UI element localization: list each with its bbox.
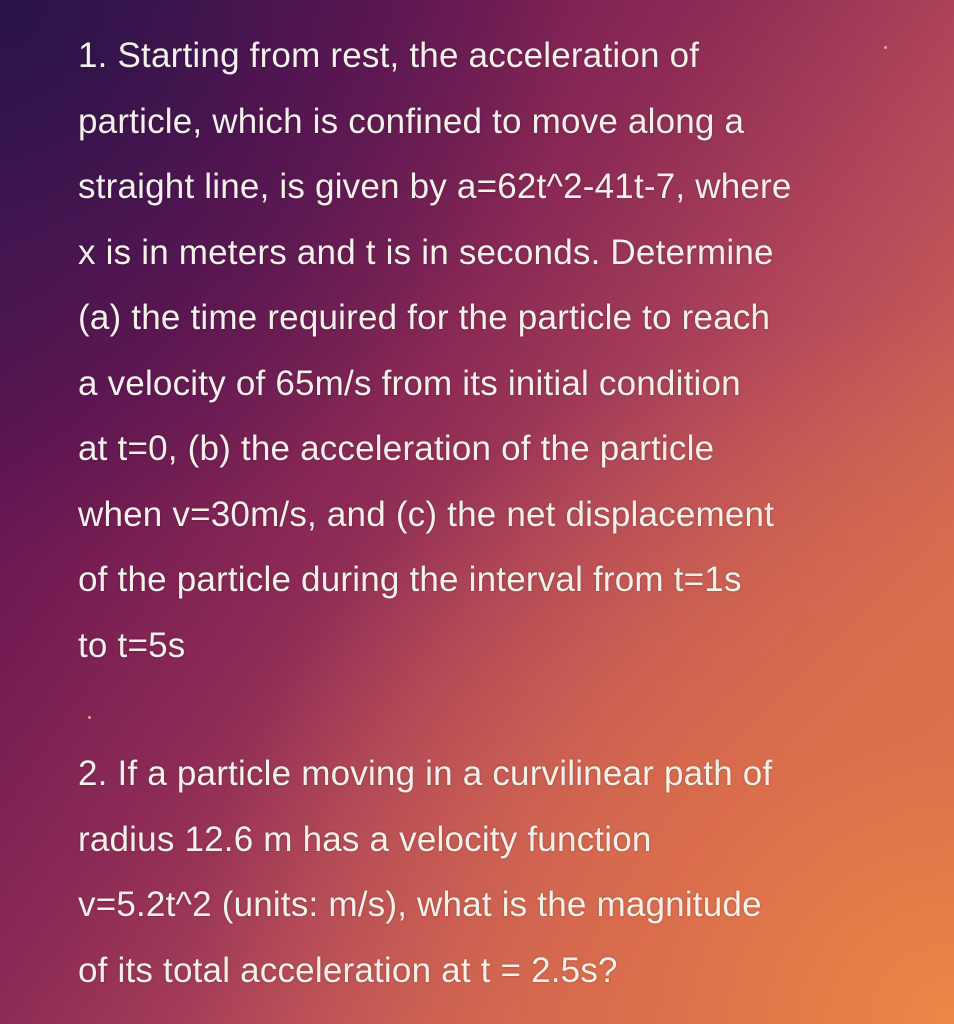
problem-1-line: to t=5s [78, 625, 186, 665]
problem-1-line: of the particle during the interval from t=1s [78, 560, 742, 599]
problem-1-line: when v=30m/s, and (c) the net displacement [78, 494, 775, 534]
problem-2-line: v=5.2t^2 (units: m/s), what is the magnitude [78, 885, 762, 924]
background-speck [88, 716, 91, 719]
problem-1-line: particle, which is confined to move along a [78, 101, 745, 141]
background-speck [884, 46, 887, 49]
problem-2-line: of its total acceleration at t = 2.5s? [78, 950, 618, 990]
problem-1-line: (a) the time required for the particle to reach [78, 298, 771, 337]
problem-2-line: radius 12.6 m has a velocity function [78, 819, 652, 859]
problem-1-line: x is in meters and t is in seconds. Determine [78, 232, 774, 272]
problem-1-line: straight line, is given by a=62t^2-41t-7, where [78, 167, 792, 206]
problem-1-line: 1. Starting from rest, the acceleration of [78, 36, 700, 75]
problem-1-line: a velocity of 65m/s from its initial condition [78, 363, 741, 403]
problem-2-text [78, 741, 772, 1003]
problem-1-line: at t=0, (b) the acceleration of the particle [78, 429, 715, 468]
problem-2-line: 2. If a particle moving in a curvilinear path of [78, 754, 773, 793]
problem-1-text [78, 23, 792, 678]
